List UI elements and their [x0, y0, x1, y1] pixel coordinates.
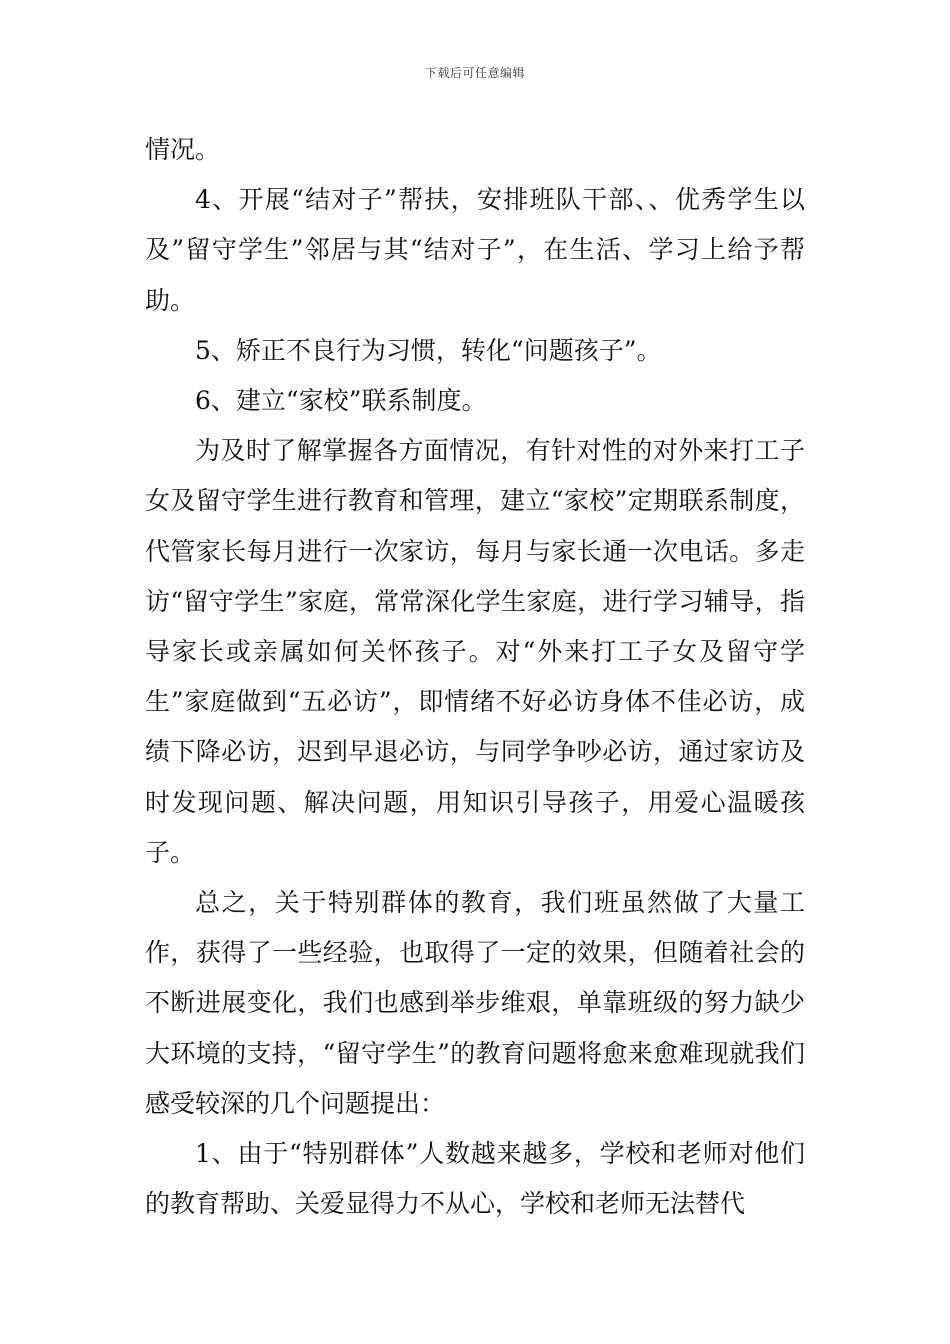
paragraph-problem-1: 1、由于“特别群体”人数越来越多，学校和老师对他们的教育帮助、关爱显得力不从心，学校和老师无法替代: [145, 1139, 805, 1219]
document-body: [145, 125, 805, 1229]
paragraph-item-5: 5、矫正不良行为习惯，转化“问题孩子”。: [195, 335, 662, 365]
paragraph-summary: 总之，关于特别群体的教育，我们班虽然做了大量工作，获得了一些经验，也取得了一定的效果，但随着社会的不断进展变化，我们也感到举步维艰，单靠班级的努力缺少大环境的支持，“留守学生”的教育问题将愈来愈难现就我们感受较深的几个问题提出：: [145, 888, 805, 1118]
paragraph-item-4: 4、开展“结对子”帮扶，安排班队干部、、优秀学生以及”留守学生”邻居与其“结对子”，在生活、学习上给予帮助。: [145, 185, 805, 315]
paragraph-continuation: 情况。: [145, 135, 221, 164]
paragraph-item-6: 6、建立“家校”联系制度。: [195, 386, 487, 416]
paragraph-home-school-contact: 为及时了解掌握各方面情况，有针对性的对外来打工子女及留守学生进行教育和管理，建立“家校”定期联系制度，代管家长每月进行一次家访，每月与家长通一次电话。多走访“留守学生”家庭，常常深化学生家庭，进行学习辅导，指导家长或亲属如何关怀孩子。对“外来打工子女及留守学生”家庭做到“五必访”，即情绪不好必访身体不佳必访，成绩下降必访，迟到早退必访，与同学争吵必访，通过家访及时发现问题、解决问题，用知识引导孩子，用爱心温暖孩子。: [145, 436, 805, 867]
page-header: 下载后可任意编辑: [424, 66, 525, 80]
